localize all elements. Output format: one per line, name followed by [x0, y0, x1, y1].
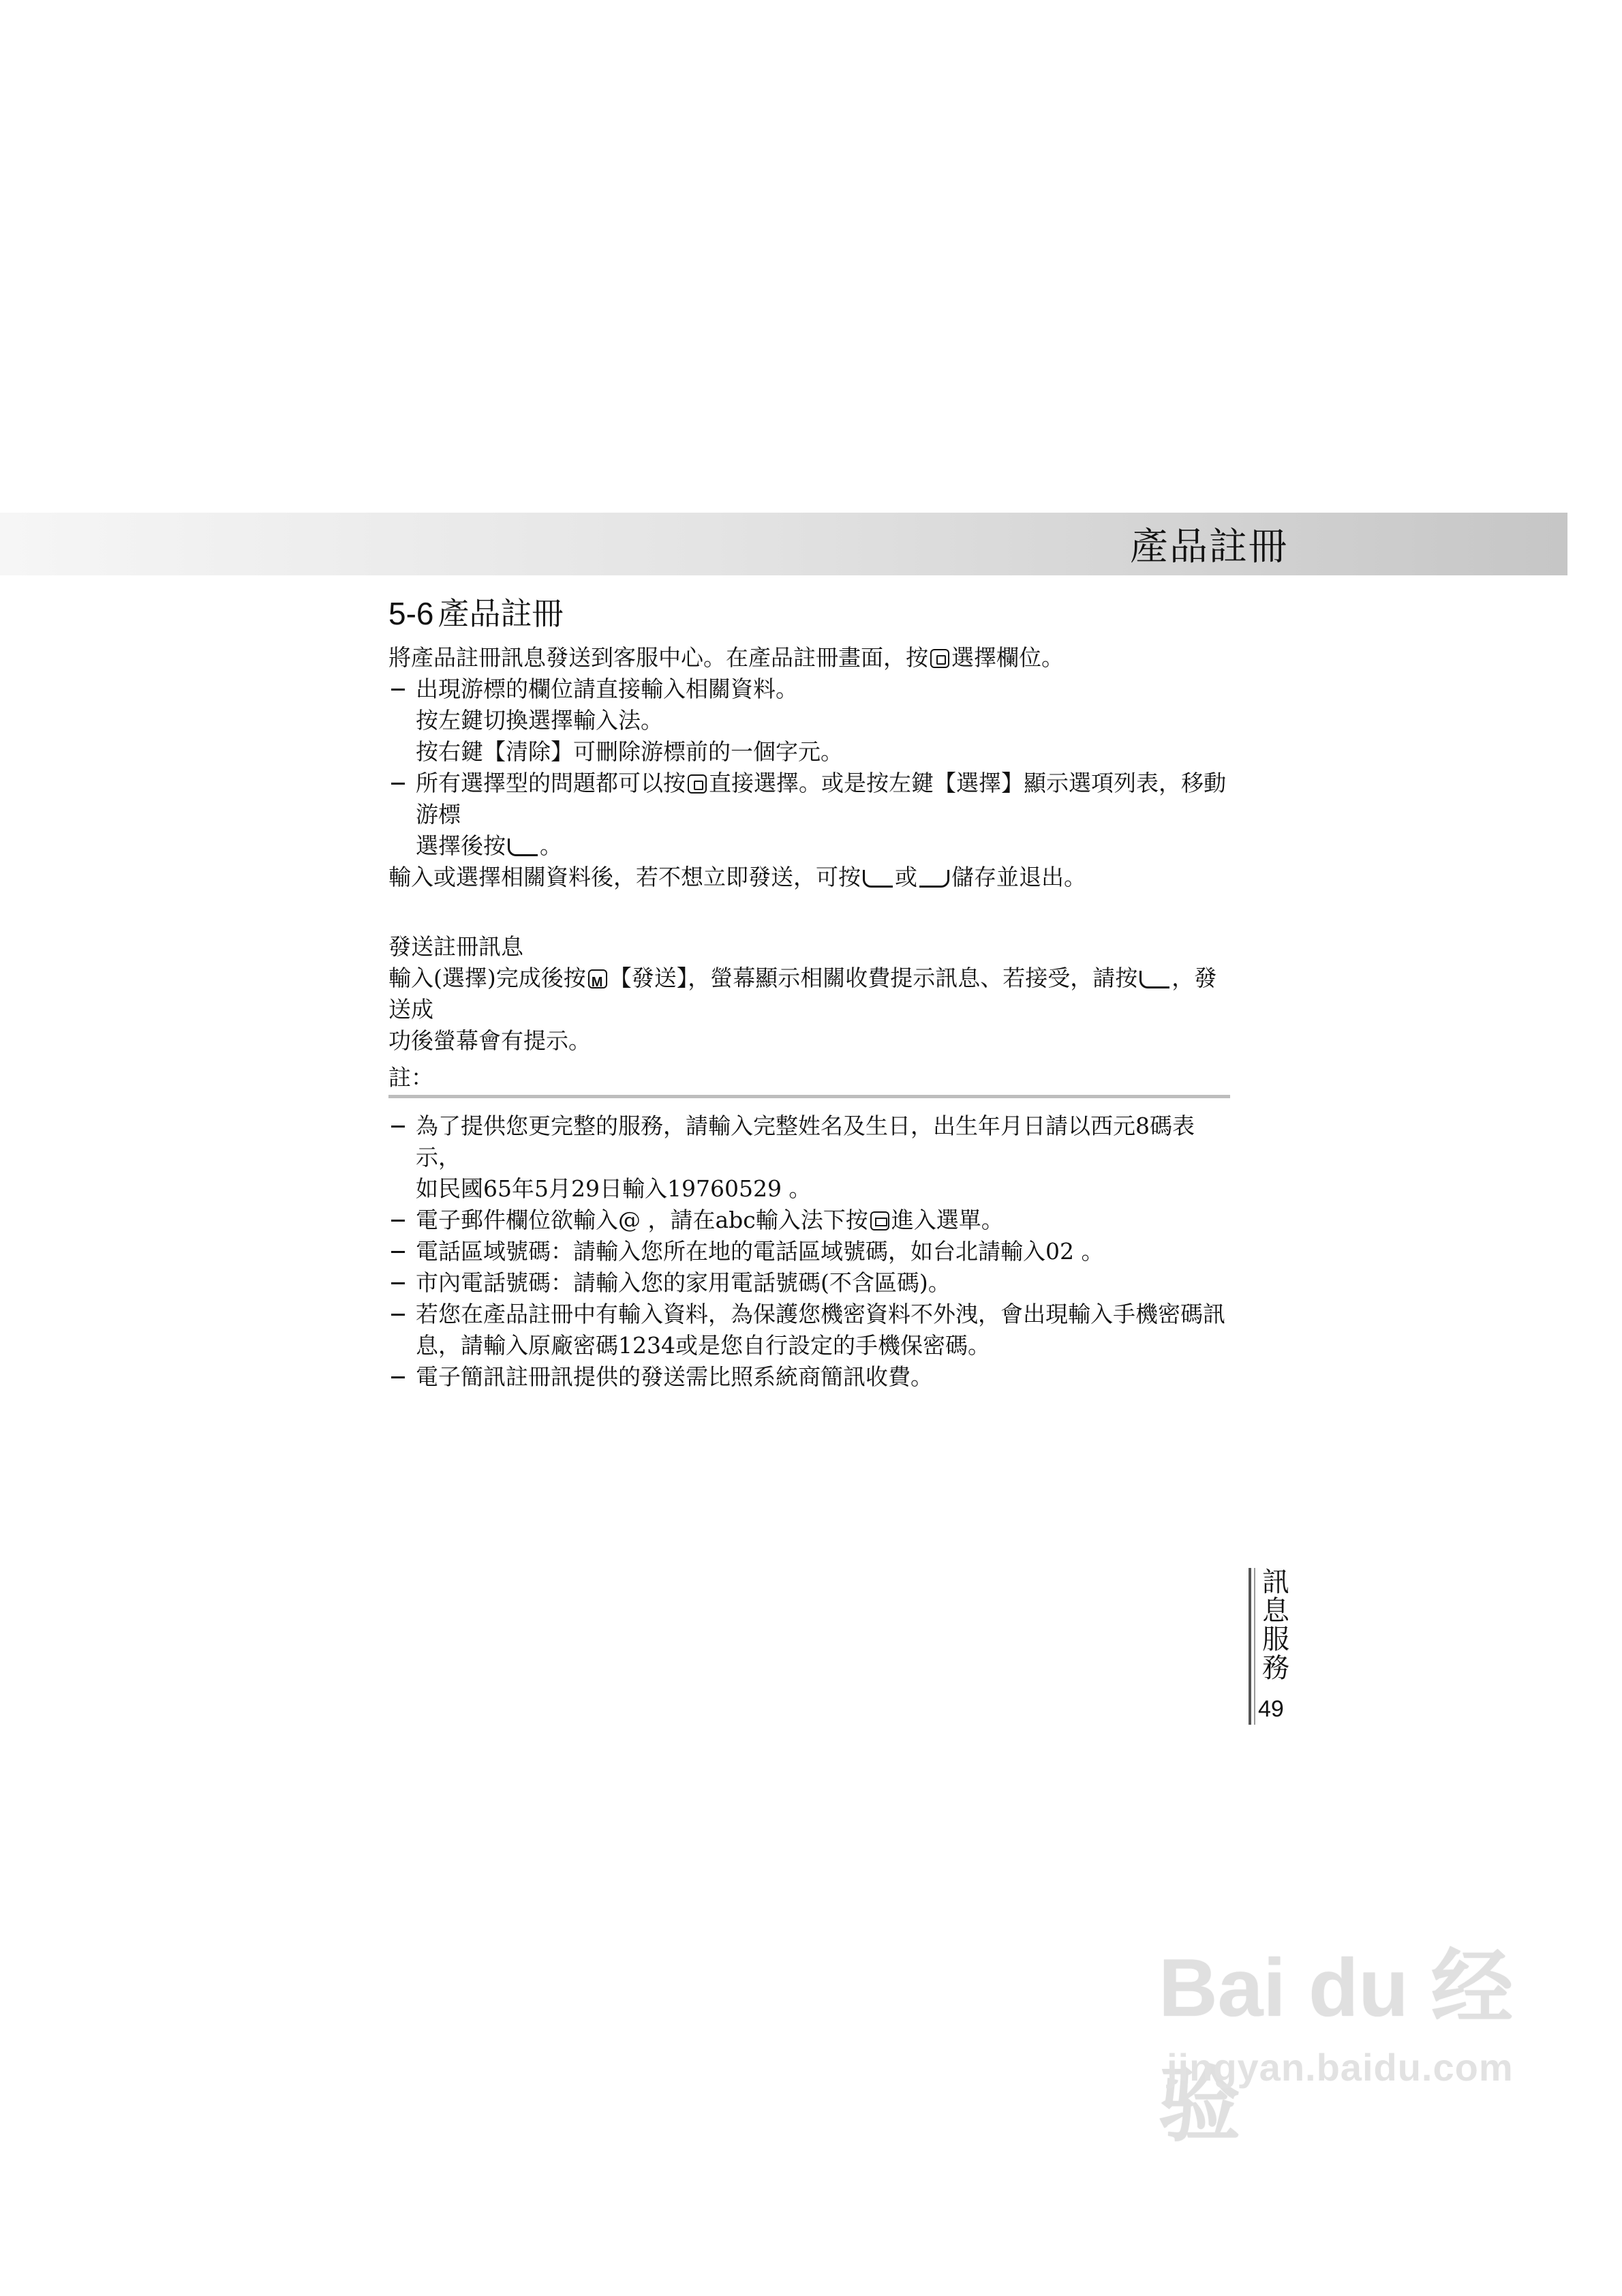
save-text-b: 或	[895, 864, 917, 890]
message-key-icon	[870, 1211, 889, 1230]
sidebar-rule	[1249, 1568, 1251, 1725]
intro-line	[388, 642, 1234, 674]
note-item-cont	[388, 1330, 1234, 1361]
note-item	[388, 1267, 1234, 1299]
list-item-sub	[388, 736, 1234, 768]
item1-sub1-text: 按左鍵切換選擇輸入法。	[416, 707, 663, 734]
note-item	[388, 1299, 1234, 1330]
note-item-cont	[388, 1173, 1234, 1205]
note2-text-a: 電子郵件欄位欲輸入@ ，請在abc輸入法下按	[416, 1207, 868, 1233]
note-item	[388, 1361, 1234, 1393]
list-item-sub	[388, 705, 1234, 736]
note1-text-a: 為了提供您更完整的服務，請輸入完整姓名及生日，出生年月日請以西元8碼表示，	[416, 1113, 1195, 1170]
note5-text-a: 若您在產品註冊中有輸入資料，為保護您機密資料不外洩，會出現輸入手機密碼訊	[416, 1301, 1225, 1327]
list-item-sub	[388, 830, 1234, 862]
note-item	[388, 1111, 1234, 1173]
item2-text-d: 。	[540, 832, 562, 859]
note3-text: 電話區域號碼：請輸入您所在地的電話區域號碼，如台北請輸入02 。	[416, 1238, 1104, 1265]
section-number: 5-6	[388, 596, 434, 631]
send-key-icon	[508, 839, 538, 856]
spacer	[388, 893, 1234, 924]
save-text-c: 儲存並退出。	[951, 864, 1086, 890]
note4-text: 市內電話號碼：請輸入您的家用電話號碼(不含區碼)。	[416, 1269, 951, 1296]
section-title-text: 產品註冊	[438, 595, 564, 632]
note1-text-b: 如民國65年5月29日輸入19760529 。	[416, 1175, 812, 1202]
page-content	[388, 593, 1234, 1393]
menu-key-icon	[588, 969, 607, 988]
note2-text-b: 進入選單。	[891, 1207, 1004, 1233]
notes-label: 註：	[388, 1064, 433, 1091]
send-key-icon	[1139, 971, 1169, 988]
send-key-icon	[863, 870, 893, 888]
note6-text: 電子簡訊註冊訊提供的發送需比照系統商簡訊收費。	[416, 1363, 933, 1390]
watermark-url: jingyan.baidu.com	[1167, 2046, 1514, 2089]
section-title	[388, 593, 1234, 634]
send-text-b: 【發送】，螢幕顯示相關收費提示訊息、若接受，請按	[609, 965, 1138, 991]
sidebar-rule-thin	[1254, 1568, 1255, 1725]
send-text-a: 輸入(選擇)完成後按	[388, 965, 586, 991]
intro-text-a: 將產品註冊訊息發送到客服中心。在產品註冊畫面，按	[388, 644, 928, 671]
page-header-title: 產品註冊	[1130, 525, 1288, 569]
item2-text-a: 所有選擇型的問題都可以按	[416, 770, 686, 796]
item2-text-c: 選擇後按	[416, 832, 506, 859]
ok-key-icon	[688, 774, 707, 794]
save-line	[388, 862, 1234, 893]
notes-divider	[388, 1095, 1230, 1098]
send-line	[388, 963, 1234, 1025]
send-text-c: ，發送成	[388, 965, 1217, 1023]
list-item	[388, 674, 1234, 705]
chapter-label: 訊息服務	[1262, 1567, 1289, 1684]
watermark-logo: Bai du 经验	[1159, 1942, 1514, 2151]
note5-text-b: 息，請輸入原廠密碼1234或是您自行設定的手機保密碼。	[416, 1332, 990, 1359]
send-line-2: 功後螢幕會有提示。	[388, 1027, 591, 1054]
save-text-a: 輸入或選擇相關資料後，若不想立即發送，可按	[388, 864, 861, 890]
end-key-icon	[919, 870, 949, 888]
list-item	[388, 768, 1234, 830]
item1-sub2-text: 按右鍵【清除】可刪除游標前的一個字元。	[416, 738, 843, 765]
note-item	[388, 1205, 1234, 1236]
note-item	[388, 1236, 1234, 1267]
item1-text: 出現游標的欄位請直接輸入相關資料。	[416, 676, 798, 702]
page-number: 49	[1258, 1696, 1284, 1722]
ok-key-icon	[930, 649, 949, 668]
send-heading: 發送註冊訊息	[388, 933, 523, 960]
header-band	[0, 513, 1567, 575]
intro-text-b: 選擇欄位。	[951, 644, 1064, 671]
item2-text-b: 直接選擇。或是按左鍵【選擇】顯示選項列表，移動游標	[416, 770, 1226, 828]
